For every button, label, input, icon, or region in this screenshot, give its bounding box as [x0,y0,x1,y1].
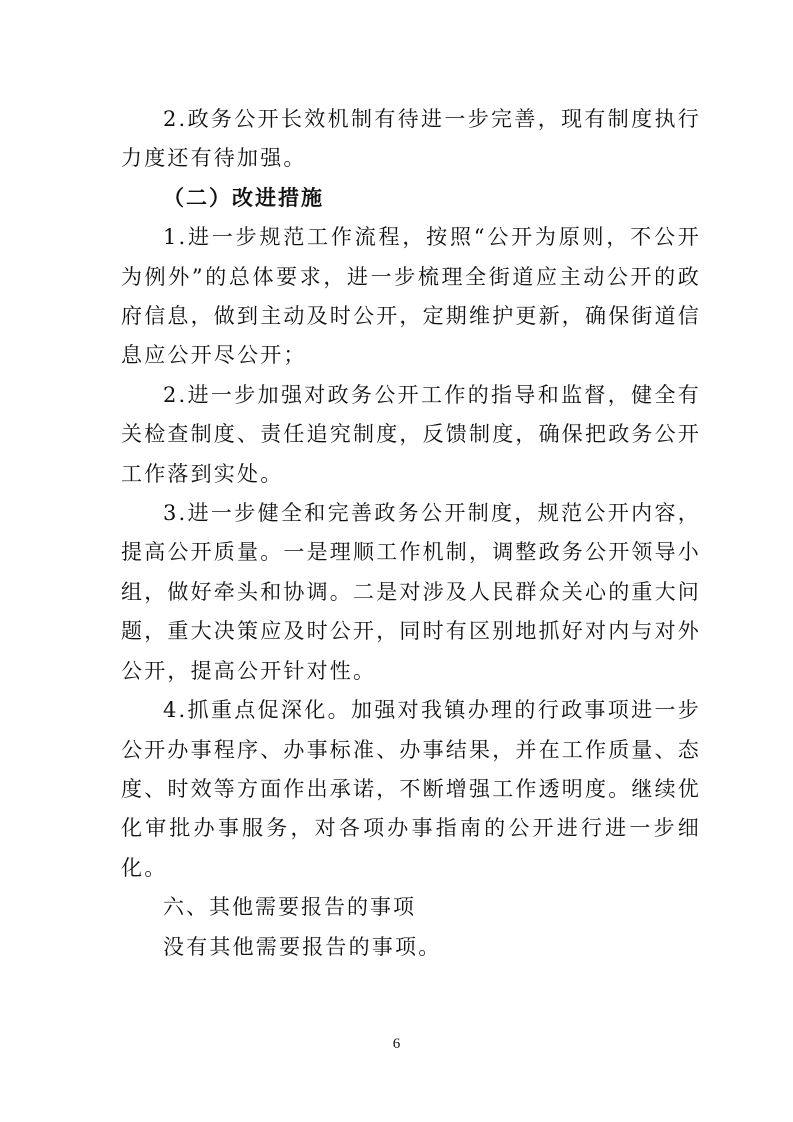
paragraph-measure-3: 3.进一步健全和完善政务公开制度，规范公开内容，提高公开质量。一是理顺工作机制，调整政务公开领导小组，做好牵头和协调。二是对涉及人民群众关心的重大问题，重大决策应及时公开，同时有区别地抓好对内与对外公开，提高公开针对性。 [121,501,701,683]
paragraph-measure-2: 2.进一步加强对政务公开工作的指导和监督，健全有关检查制度、责任追究制度，反馈制度，确保把政务公开工作落到实处。 [121,382,701,486]
document-body [121,100,701,967]
page-number: 6 [392,1036,401,1052]
section-heading-improvement-measures: （二）改进措施 [163,185,324,210]
section-heading-other-matters: 六、其他需要报告的事项 [163,895,416,920]
paragraph-other-matters: 没有其他需要报告的事项。 [163,934,442,959]
paragraph-mechanism-issue: 2.政务公开长效机制有待进一步完善，现有制度执行力度还有待加强。 [121,107,701,171]
paragraph-measure-1: 1.进一步规范工作流程，按照“公开为原则，不公开为例外”的总体要求，进一步梳理全街道应主动公开的政府信息，做到主动及时公开，定期维护更新，确保街道信息应公开尽公开； [121,225,701,368]
paragraph-measure-4: 4.抓重点促深化。加强对我镇办理的行政事项进一步公开办事程序、办事标准、办事结果，并在工作质量、态度、时效等方面作出承诺，不断增强工作透明度。继续优化审批办事服务，对各项办事指南的公开进行进一步细化。 [121,698,701,880]
